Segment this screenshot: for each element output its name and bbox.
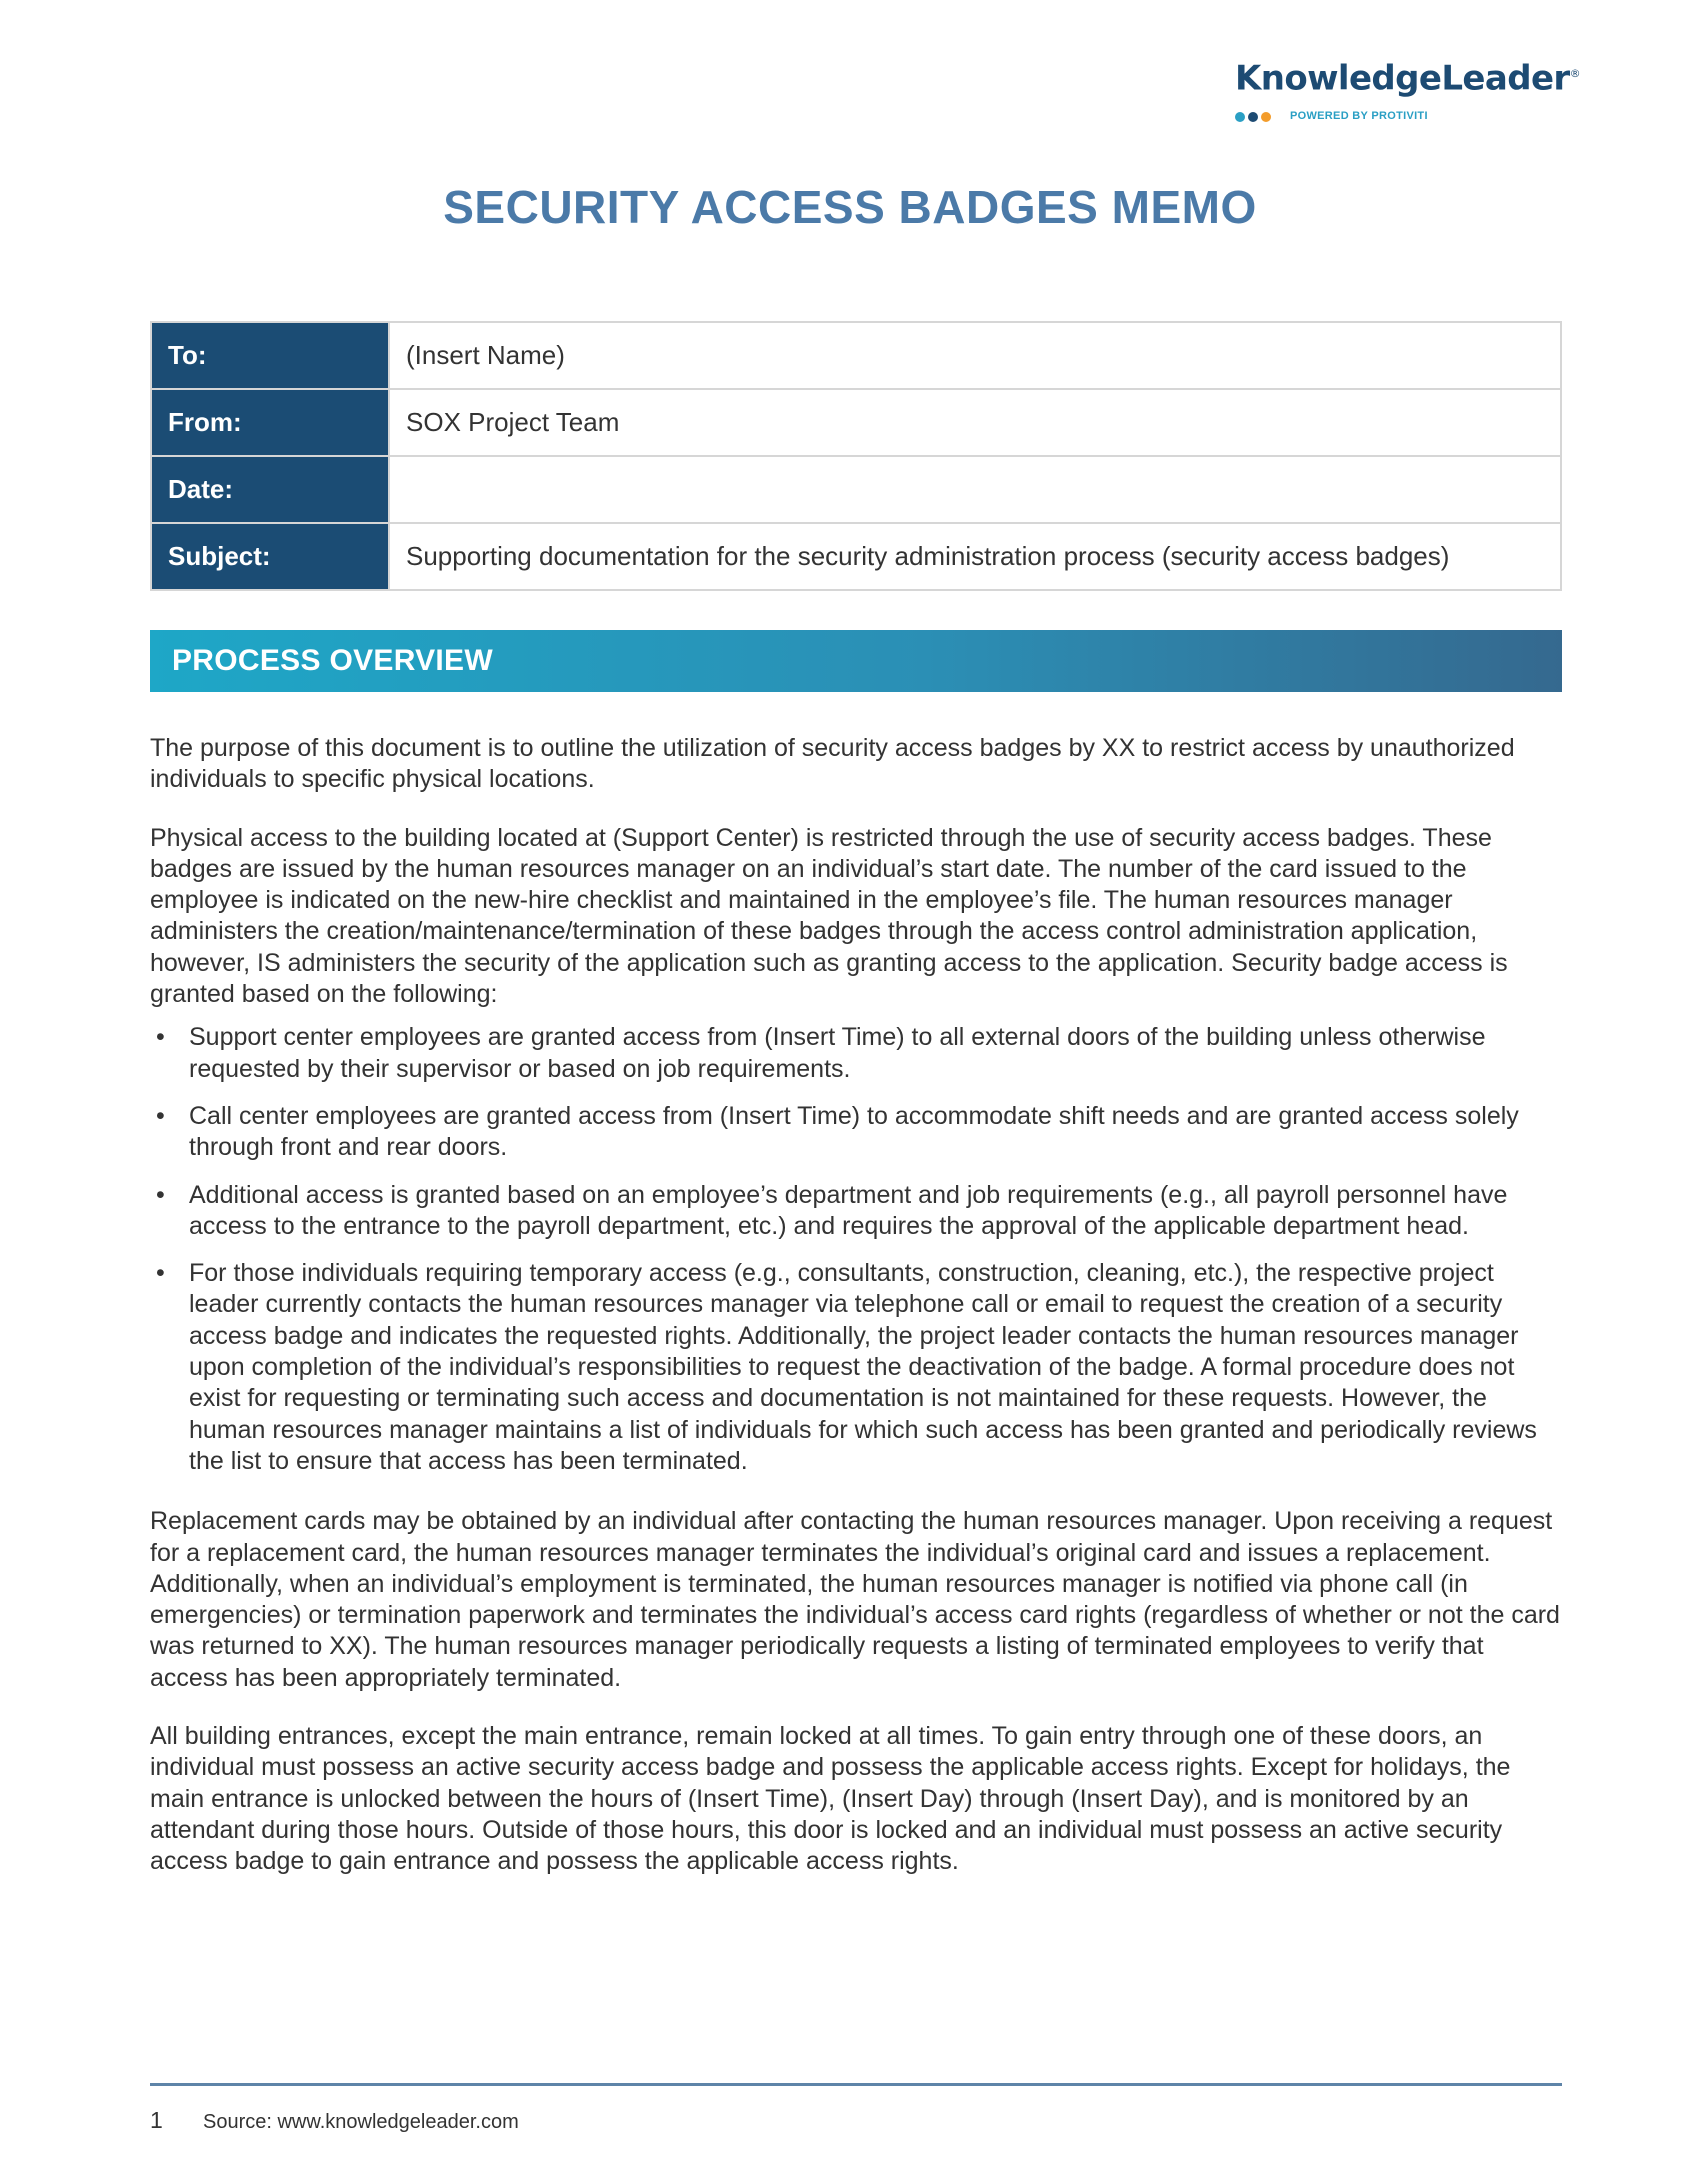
section-banner — [150, 630, 1562, 692]
paragraph-intro: The purpose of this document is to outline the utilization of security access badges by XX to restrict access by unauthorized individuals to specific physical locations. — [150, 734, 1515, 794]
logo-tagline: POWERED BY PROTIVITI — [1290, 110, 1428, 123]
logo-dot-navy-icon — [1248, 112, 1258, 122]
logo-trademark: ® — [1569, 67, 1581, 80]
memo-row-date — [151, 456, 1561, 523]
memo-label-date: Date: — [151, 456, 389, 523]
memo-header-table — [150, 321, 1562, 591]
footer-source: Source: www.knowledgeleader.com — [203, 2111, 519, 2133]
memo-value-to: (Insert Name) — [389, 322, 1561, 389]
memo-row-subject — [151, 523, 1561, 590]
list-item: • For those individuals requiring temporary access (e.g., consultants, construction, cleaning, etc.), the respective project leader currently contacts the human resources manager via telephone call or email to request the creation of a security access badge and indicates the requested rights. Additionally, the project leader contacts the human resources manager upon completion of the individual’s responsibilities to request the deactivation of the badge. A formal procedure does not exist for requesting or terminating such access and documentation is not maintained for these requests. However, the human resources manager maintains a list of individuals for which such access has been granted and periodically reviews the list to ensure that access has been terminated. — [150, 1258, 1565, 1477]
paragraph-building-entrances: All building entrances, except the main entrance, remain locked at all times. To gain entry through one of these doors, an individual must possess an active security access badge and possess the applicable access rights. Except for holidays, the main entrance is unlocked between the hours of (Insert Time), (Insert Day) through (Insert Day), and is monitored by an attendant during those hours. Outside of those hours, this door is locked and an individual must possess an active security access badge to gain entrance and possess the applicable access rights. — [150, 1722, 1511, 1876]
footer-divider — [150, 2083, 1562, 2086]
list-item: • Additional access is granted based on an employee’s department and job requirements (e.g., all payroll personnel have access to the entrance to the payroll department, etc.) and requires the approval of the applicable department head. — [150, 1180, 1565, 1243]
list-item: • Support center employees are granted access from (Insert Time) to all external doors of the building unless otherwise requested by their supervisor or based on job requirements. — [150, 1022, 1565, 1085]
memo-label-from: From: — [151, 389, 389, 456]
memo-value-from: SOX Project Team — [389, 389, 1561, 456]
paragraph-replacement-cards: Replacement cards may be obtained by an individual after contacting the human resources manager. Upon receiving a request for a replacement card, the human resources manager terminates the individual’s original card and issues a replacement. Additionally, when an individual’s employment is terminated, the human resources manager is notified via phone call (in emergencies) or termination paperwork and terminates the individual’s access card rights (regardless of whether or not the card was returned to XX). The human resources manager periodically requests a listing of terminated employees to verify that access has been appropriately terminated. — [150, 1507, 1560, 1692]
memo-row-to — [151, 322, 1561, 389]
access-rules-list — [150, 1022, 1565, 1477]
logo-dot-orange-icon — [1261, 112, 1271, 122]
page-number: 1 — [150, 2107, 163, 2133]
knowledgeleader-logo — [1235, 52, 1581, 128]
logo-dot-blue-icon — [1235, 112, 1245, 122]
memo-value-date — [389, 456, 1561, 523]
paragraph-physical-access: Physical access to the building located at (Support Center) is restricted through the use of security access badges. These badges are issued by the human resources manager on an individual’s start date. The number of the card issued to the employee is indicated on the new-hire checklist and maintained in the employee’s file. The human resources manager administers the creation/maintenance/termination of these badges through the access control administration application, however, IS administers the security of the application such as granting access to the application. Security badge access is granted based on the following: — [150, 823, 1508, 1009]
document-body — [150, 733, 1565, 1905]
list-item: • Call center employees are granted access from (Insert Time) to accommodate shift needs and are granted access solely through front and rear doors. — [150, 1101, 1565, 1164]
memo-label-subject: Subject: — [151, 523, 389, 590]
memo-label-to: To: — [151, 322, 389, 389]
logo-text: KnowledgeLeader — [1235, 58, 1570, 99]
section-heading: PROCESS OVERVIEW — [172, 644, 493, 677]
memo-row-from — [151, 389, 1561, 456]
memo-value-subject: Supporting documentation for the security administration process (security access badges) — [389, 523, 1561, 590]
document-title: SECURITY ACCESS BADGES MEMO — [443, 181, 1257, 233]
